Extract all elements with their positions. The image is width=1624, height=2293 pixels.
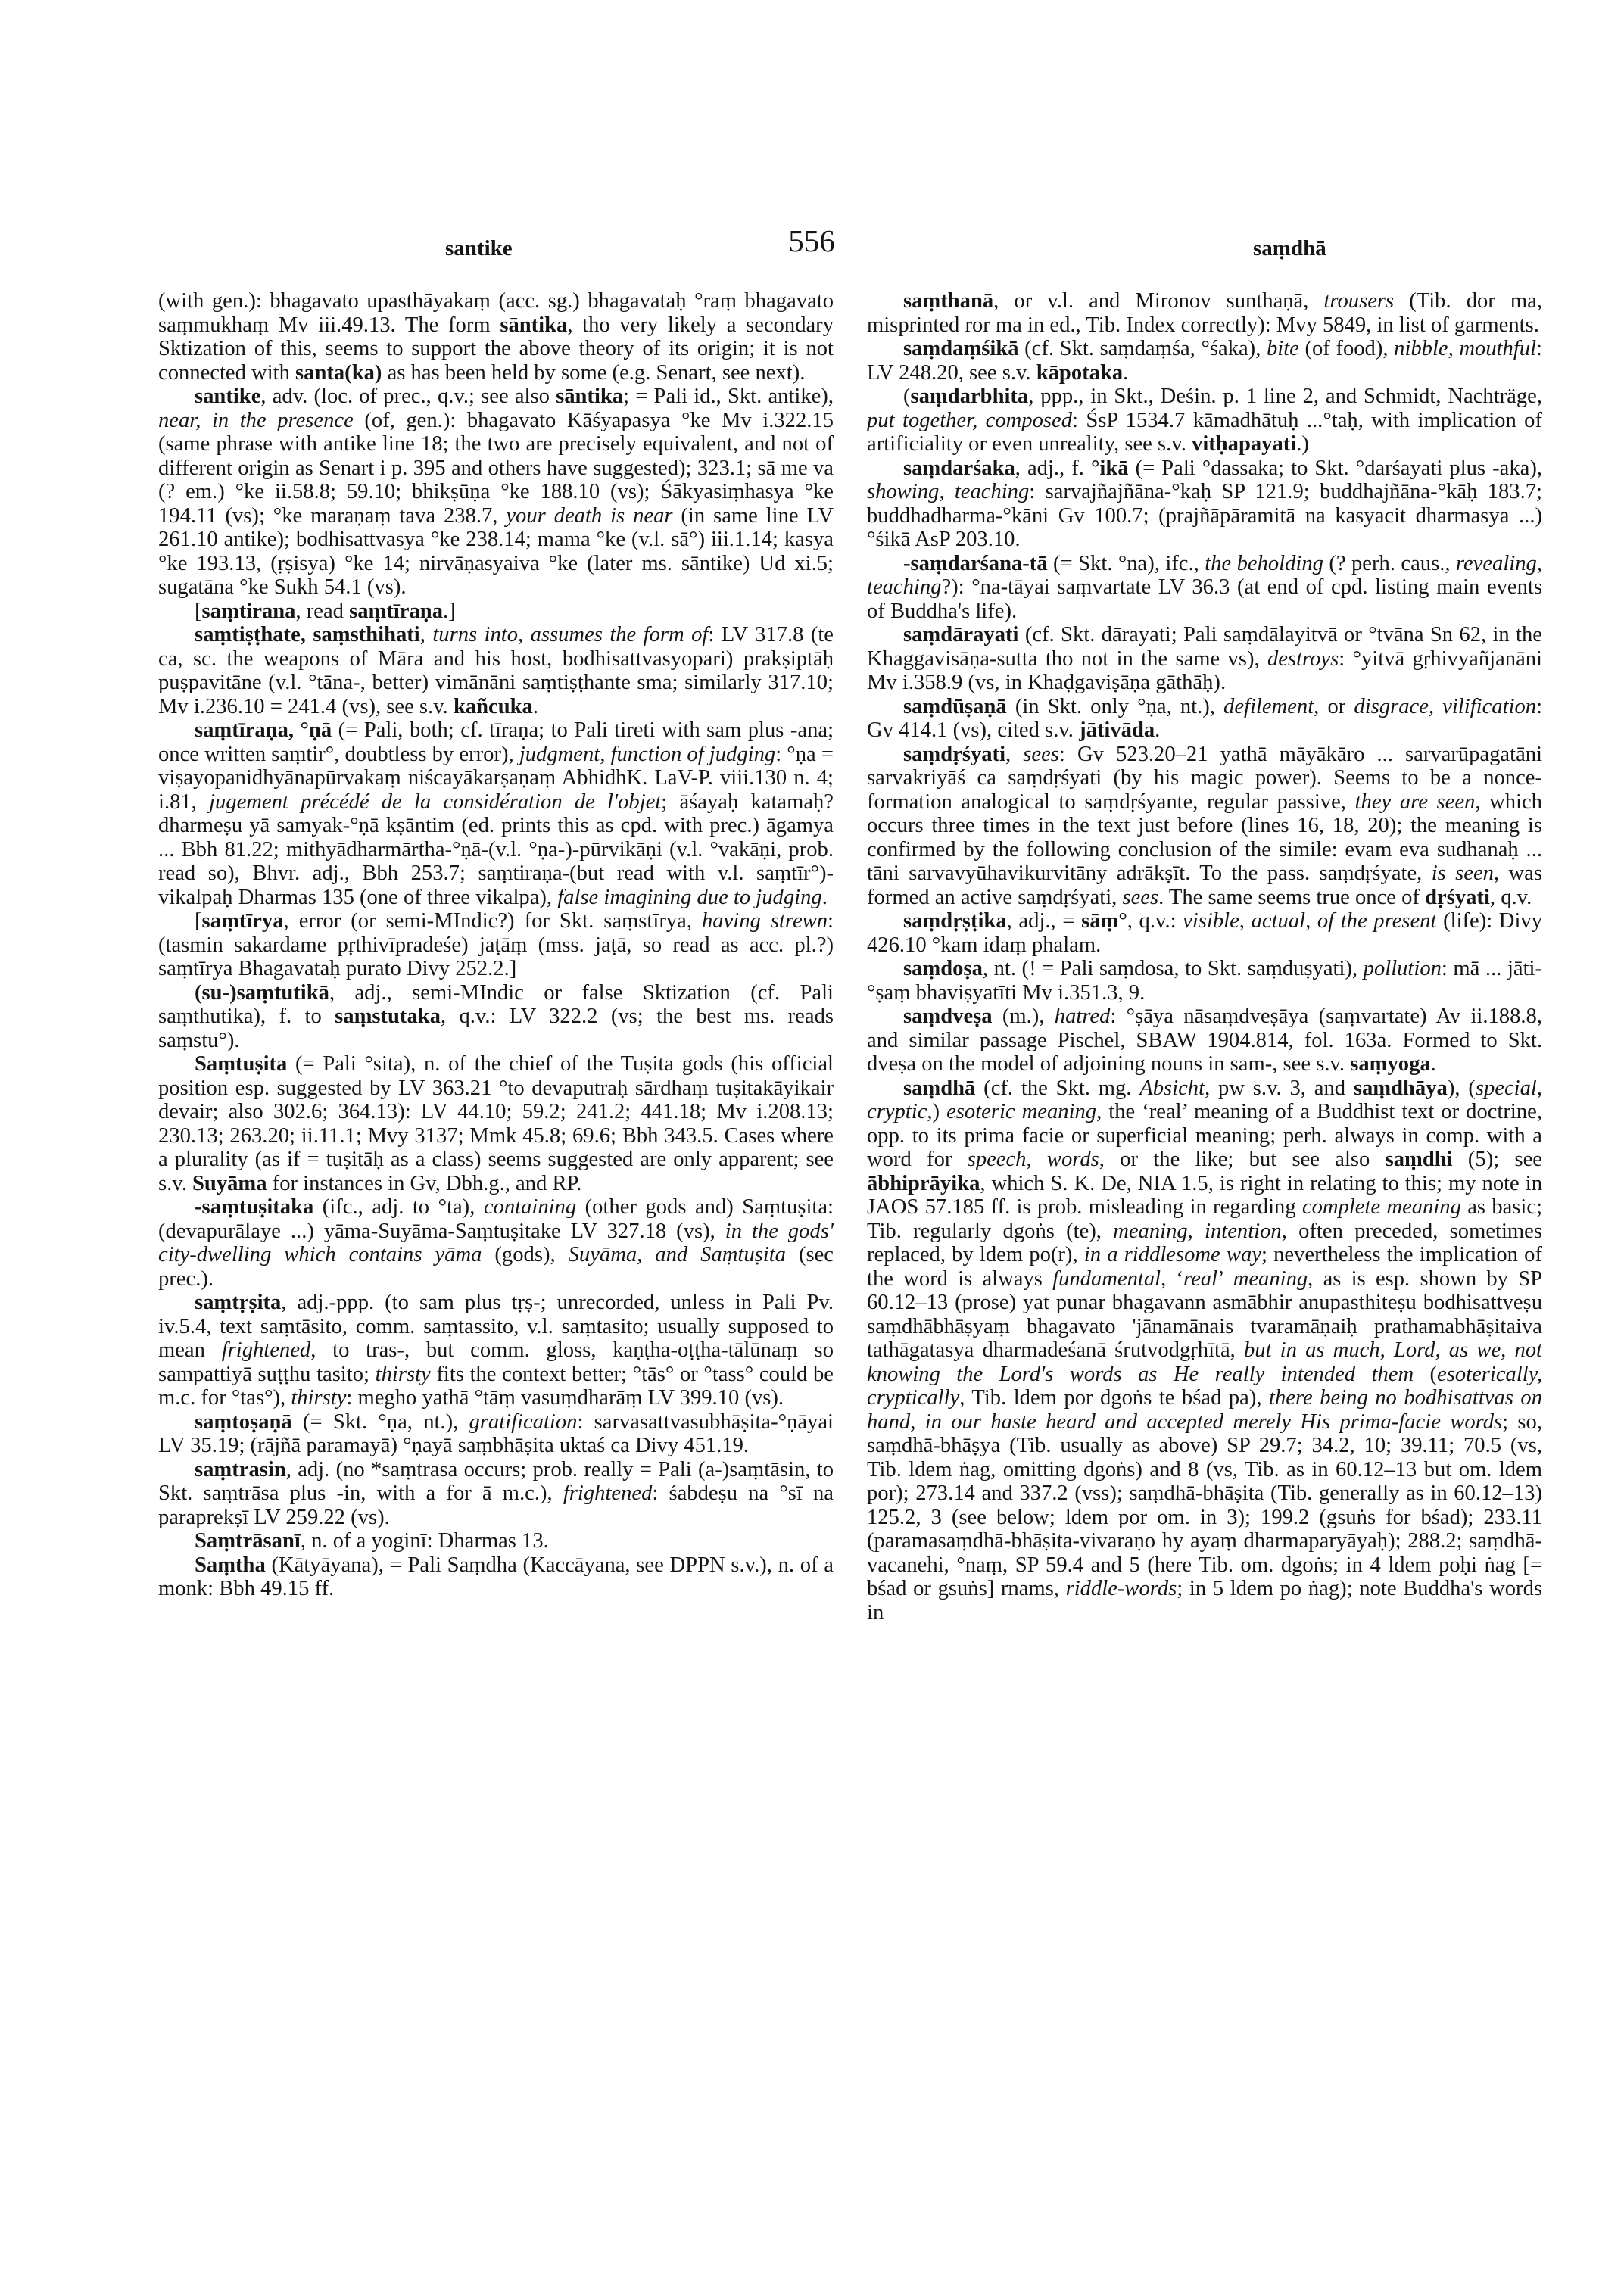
dictionary-entry: saṃdūṣaṇā (in Skt. only °ṇa, nt.), defilement, or disgrace, vilification: Gv 414.1 (vs), cited s.v. jātivāda. [867,694,1543,742]
left-column [158,289,834,1601]
dictionary-entry: saṃtiṣṭhate, saṃsthihati, turns into, assumes the form of: LV 317.8 (te ca, sc. the weapons of Māra and his host, bodhisattvasyopari) prakṣiptāḥ puṣpavitāne (v.l. °tāna-, better) vimānāni saṃtiṣṭhante sma; similarly 317.10; Mv i.236.10 = 241.4 (vs), see s.v. kañcuka. [158,623,834,718]
dictionary-entry: saṃtīraṇa, °ṇā (= Pali, both; cf. tīraṇa; to Pali tireti with sam plus -ana; once written saṃtir°, doubtless by error), judgment, function of judging: °ṇa = viṣayopanidhyānapūrvakaṃ niścayākarṣaṇaṃ AbhidhK. LaV-P. viii.130 n. 4; i.81, jugement précédé de la considération de l'objet; āśayaḥ katamaḥ? dharmeṣu yā samyak-°ṇā kṣāntim (ed. prints this as cpd. with prec.) āgamya ... Bbh 81.22; mithyādharmārtha-°ṇā-(v.l. °ṇa-)-pūrvikāṇi (v.l. °vakāṇi, prob. read so), Bhvr. adj., Bbh 253.7; saṃtiraṇa-(but read with v.l. saṃtīr°)-vikalpaḥ Dharmas 135 (one of three vikalpa), false imagining due to judging. [158,718,834,909]
dictionary-entry: saṃdhā (cf. the Skt. mg. Absicht, pw s.v. 3, and saṃdhāya), (special, cryptic,) esoteric meaning, the ‘real’ meaning of a Buddhist text or doctrine, opp. to its prima facie or superficial meaning; perh. always in comp. with a word for speech, words, or the like; but see also saṃdhi (5); see ābhiprāyika, which S. K. De, NIA 1.5, is right in relating to this; my note in JAOS 57.185 ff. is prob. misleading in regarding complete meaning as basic; Tib. regularly dgoṅs (te), meaning, intention, often preceded, sometimes replaced, by ldem po(r), in a riddlesome way; nevertheless the implication of the word is always fundamental, ‘real’ meaning, as is esp. shown by SP 60.12–13 (prose) yat punar bhagavann asmābhir anupasthiteṣu bodhisattveṣu saṃdhābhāṣyaṃ bhagavato 'jānamānais tvaramāṇaiḥ prathamabhāṣitaiva tathāgatasya dharmadeśanā śrutvodgṛhītā, but in as much, Lord, as we, not knowing the Lord's words as He really intended them (esoterically, cryptically, Tib. ldem por dgoṅs te bśad pa), there being no bodhisattvas on hand, in our haste heard and accepted merely His prima-facie words; so, saṃdhā-bhāṣya (Tib. usually as above) SP 29.7; 34.2, 10; 39.11; 70.5 (vs, Tib. ldem ṅag, omitting dgoṅs) and 8 (vs, Tib. as in 60.12–13 but om. ldem por); 273.14 and 337.2 (vss); saṃdhā-bhāṣita (Tib. generally as in 60.12–13) 125.2, 3 (see below; ldem por om. in 3); 199.2 (gsuṅs for bśad); 233.11 (paramasaṃdhā-bhāṣita-vivaraṇo hy ayaṃ dharmaparyāyaḥ); 288.2; saṃdhā-vacanehi, °naṃ, SP 59.4 and 5 (here Tib. om. dgoṅs; in 4 ldem poḥi ṅag [= bśad or gsuṅs] rnams, riddle-words; in 5 ldem po ṅag); note Buddha's words in [867,1076,1543,1625]
dictionary-entry: saṃtrasin, adj. (no *saṃtrasa occurs; prob. really = Pali (a-)saṃtāsin, to Skt. saṃtrāsa plus -in, with a for ā m.c.), frightened: śabdeṣu na °sī na paraprekṣī LV 259.22 (vs). [158,1457,834,1529]
dictionary-entry: -saṃdarśana-tā (= Skt. °na), ifc., the beholding (? perh. caus., revealing, teaching?): °na-tāyai saṃvartate LV 36.3 (at end of cpd. listing main events of Buddha's life). [867,551,1542,623]
dictionary-entry: (with gen.): bhagavato upasthāyakaṃ (acc. sg.) bhagavataḥ °raṃ bhagavato saṃmukhaṃ Mv iii.49.13. The form sāntika, tho very likely a secondary Sktization of this, seems to support the above theory of its origin; it is not connected with santa(ka) as has been held by some (e.g. Senart, see next). [158,289,834,385]
dictionary-entry: Saṃtuṣita (= Pali °sita), n. of the chief of the Tuṣita gods (his official position esp. suggested by LV 363.21 °to devaputraḥ sārdhaṃ tuṣitakāyikair devair; also 302.6; 364.13): LV 44.10; 59.2; 241.2; 441.18; Mv i.208.13; 230.13; 263.20; ii.11.1; Mvy 3137; Mmk 45.8; 69.6; Bbh 343.5. Cases where a plurality (as if = tuṣitāḥ as a class) seems suggested are only apparent; see s.v. Suyāma for instances in Gv, Dbh.g., and RP. [158,1052,834,1195]
dictionary-entry: santike, adv. (loc. of prec., q.v.; see also sāntika; = Pali id., Skt. antike), near, in the presence (of, gen.): bhagavato Kāśyapasya °ke Mv i.322.15 (same phrase with antike line 18; the two are precisely equivalent, and not of different origin as Senart i p. 395 and others have suggested); 323.1; sā me va (? em.) °ke ii.58.8; 59.10; bhikṣūṇa °ke 188.10 (vs); Śākyasiṃhasya °ke 194.11 (vs); °ke maraṇaṃ tava 238.7, your death is near (in same line LV 261.10 antike); bodhisattvasya °ke 238.14; mama °ke (v.l. sā°) iii.1.14; kasya °ke 193.13, (ṛṣisya) °ke 14; nirvāṇasyaiva °ke (later ms. sāntike) Ud xi.5; sugatāna °ke Sukh 54.1 (vs). [158,385,834,599]
dictionary-entry: saṃdārayati (cf. Skt. dārayati; Pali saṃdālayitvā or °tvāna Sn 62, in the Khaggavisāṇa-sutta tho not in the same vs), destroys: °yitvā gṛhivyañjanāni Mv i.358.9 (vs, in Khaḍgaviṣāṇa gāthāḥ). [867,623,1542,694]
dictionary-entry: [saṃtīrya, error (or semi-MIndic?) for Skt. saṃstīrya, having strewn: (tasmin sakardame pṛthivīpradeśe) jaṭāṃ (mss. jaṭā, so read as acc. pl.?) saṃtīrya Bhagavataḥ purato Divy 252.2.] [158,909,834,980]
right-column [867,289,1542,1625]
dictionary-entry: (su-)saṃtutikā, adj., semi-MIndic or false Sktization (cf. Pali saṃthutika), f. to saṃstutaka, q.v.: LV 322.2 (vs; the best ms. reads saṃstu°). [158,980,834,1052]
dictionary-entry: saṃdaṃśikā (cf. Skt. saṃdaṃśa, °śaka), bite (of food), nibble, mouthful: LV 248.20, see s.v. kāpotaka. [867,337,1542,385]
running-head-right: saṃdhā [1253,236,1326,260]
page-number: 556 [788,223,835,258]
dictionary-entry: [saṃtirana, read saṃtīraṇa.] [195,599,456,623]
dictionary-entry: saṃdarśaka, adj., f. °ikā (= Pali °dassaka; to Skt. °darśayati plus -aka), showing, teaching: sarvajñajñāna-°kaḥ SP 121.9; buddhajñāna-°kāḥ 183.7; buddhadharma-°kāni Gv 100.7; (prajñāpāramitā na kasyacit dharmasya ...) °śikā AsP 203.10. [867,456,1542,551]
dictionary-entry: Saṃtrāsanī, n. of a yoginī: Dharmas 13. [195,1529,549,1553]
dictionary-entry: -saṃtuṣitaka (ifc., adj. to °ta), containing (other gods and) Saṃtuṣita: (devapurālaye ...) yāma-Suyāma-Saṃtuṣitake LV 327.18 (vs), in the gods' city-dwelling which contains yāma (gods), Suyāma, and Saṃtuṣita (sec prec.). [158,1195,834,1291]
dictionary-entry: saṃtoṣaṇā (= Skt. °ṇa, nt.), gratification: sarvasattvasubhāṣita-°ṇāyai LV 35.19; (rājñā paramayā) °ṇayā saṃbhāṣita uktaś ca Divy 451.19. [158,1410,834,1457]
dictionary-entry: (saṃdarbhita, ppp., in Skt., Deśin. p. 1 line 2, and Schmidt, Nachträge, put together, composed: ŚsP 1534.7 kāmadhātuḥ ...°taḥ, with implication of artificiality or even unreality, see s.v. vitḥapayati.) [867,385,1542,456]
dictionary-entry: saṃdṛśyati, sees: Gv 523.20–21 yathā māyākāro ... sarvarūpagatāni sarvakriyāś ca saṃdṛśyati (by his magic power). Seems to be a nonce-formation analogical to saṃdṛśyante, regular passive, they are seen, which occurs three times in the text just before (lines 16, 18, 20); the meaning is confirmed by the following conclusion of the simile: evam eva sudhanaḥ ... tāni sarvavyūhavikurvitāny adrākṣīt. To the pass. saṃdṛśyate, is seen, was formed an active saṃdṛśyati, sees. The same seems true once of dṛśyati, q.v. [867,742,1542,909]
dictionary-entry: saṃdveṣa (m.), hatred: °ṣāya nāsaṃdveṣāya (saṃvartate) Av ii.188.8, and similar passage Pischel, SBAW 1904.814, fol. 163a. Formed to Skt. dveṣa on the model of adjoining nouns in sam-, see s.v. saṃyoga. [867,1005,1542,1076]
running-head-left: santike [445,236,513,260]
dictionary-entry: Saṃtha (Kātyāyana), = Pali Saṃdha (Kaccāyana, see DPPN s.v.), n. of a monk: Bbh 49.15 ff. [158,1553,834,1600]
dictionary-entry: saṃdoṣa, nt. (! = Pali saṃdosa, to Skt. saṃduṣyati), pollution: mā ... jāti-°ṣaṃ bhaviṣyatīti Mv i.351.3, 9. [867,957,1542,1005]
dictionary-entry: saṃtṛṣita, adj.-ppp. (to sam plus tṛṣ-; unrecorded, unless in Pali Pv. iv.5.4, text saṃtāsito, comm. saṃtassito, v.l. saṃtasito; usually supposed to mean frightened, to tras-, but comm. gloss, kaṇṭha-oṭṭha-tālūnaṃ so sampattiyā suṭṭhu tasito; thirsty fits the context better; °tās° or °tass° could be m.c. for °tas°), thirsty: megho yathā °tāṃ vasuṃdharāṃ LV 399.10 (vs). [158,1291,834,1410]
dictionary-entry: saṃthanā, or v.l. and Mironov sunthaṇā, trousers (Tib. dor ma, misprinted ror ma in ed., Tib. Index correctly): Mvy 5849, in list of garments. [867,289,1542,337]
dictionary-entry: saṃdṛṣṭika, adj., = sāṃ°, q.v.: visible, actual, of the present (life): Divy 426.10 °kam idaṃ phalam. [867,909,1542,957]
